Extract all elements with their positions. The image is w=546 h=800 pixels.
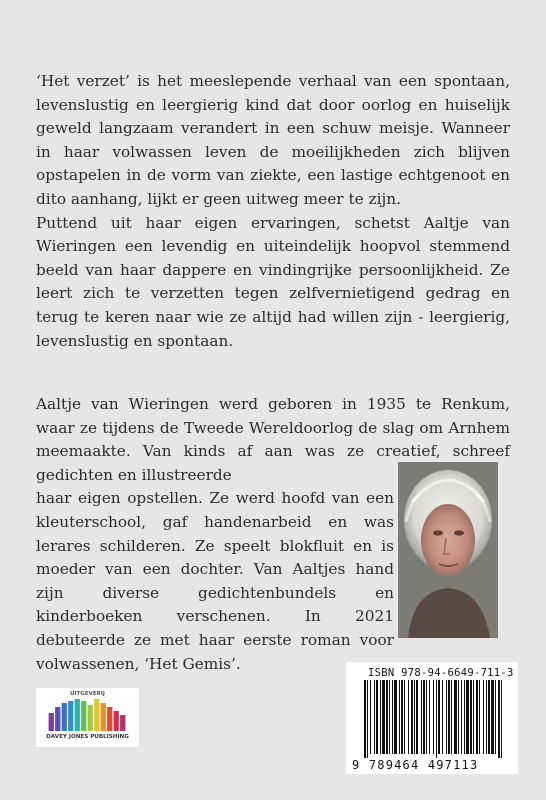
author-bio-narrow: haar eigen opstellen. Ze werd hoofd van een kleuterschool, gaf handenarbeid en was lerares schilderen. Ze speelt blokfluit en is moeder van een dochter. Van Aaltjes hand zijn diverse gedichtenbundels en kinderboeken verschenen. In 2021 debuteerde ze met haar eerste roman voor volwassenen, ‘Het Gemis’. <box>36 489 394 673</box>
barcode-bar <box>382 680 385 754</box>
barcode-bar <box>446 680 447 754</box>
barcode-bar <box>501 680 502 760</box>
barcode-image <box>360 680 514 764</box>
barcode-bar <box>364 680 366 760</box>
author-portrait <box>398 462 498 638</box>
publisher-logo-top-label: UITGEVERIJ <box>70 691 105 697</box>
publisher-name: DAVEY JONES PUBLISHING <box>46 734 129 740</box>
isbn-label: ISBN 978-94-6649-711-3 <box>368 667 514 679</box>
publisher-logo-bar <box>81 701 86 731</box>
barcode-bar <box>414 680 415 754</box>
barcode-bar <box>401 680 403 754</box>
barcode-bar <box>394 680 397 754</box>
author-portrait-image <box>398 462 498 638</box>
barcode-bar <box>389 680 390 754</box>
blurb-paragraph-1: ‘Het verzet’ is het meeslepende verhaal van een spontaan, levenslustig en leergierig kind dat door oorlog en huiselijk geweld langzaam verandert in een schuw meisje. Wanneer in haar volwassen leven de moeilijkheden zich blijven opstapelen in de vorm van ziekte, een lastige echtgenoot en dito aanhang, lijkt er geen uitweg meer te zijn. <box>36 72 510 208</box>
barcode-bar <box>374 680 375 754</box>
barcode-bar <box>470 680 472 754</box>
barcode-bar <box>386 680 388 754</box>
barcode-bar <box>436 680 437 760</box>
barcode-bar <box>421 680 422 754</box>
publisher-logo-bar <box>101 703 106 731</box>
publisher-logo-bar <box>120 715 125 731</box>
barcode-bar <box>416 680 418 754</box>
barcode-bar <box>466 680 469 754</box>
barcode-bar <box>376 680 378 754</box>
barcode-bar <box>451 680 452 754</box>
publisher-logo-bars <box>48 699 126 731</box>
barcode-bar <box>442 680 443 754</box>
barcode-bar <box>399 680 400 754</box>
barcode-bar <box>380 680 381 754</box>
barcode-bar <box>408 680 409 754</box>
publisher-logo-bar <box>107 707 112 731</box>
barcode-bar <box>433 680 434 754</box>
barcode-bar <box>473 680 474 754</box>
barcode-bar <box>479 680 480 754</box>
barcode-bar <box>411 680 413 754</box>
publisher-logo-bar <box>94 699 99 731</box>
author-bio-wide: Aaltje van Wieringen werd geboren in 1935 te Renkum, waar ze tijdens de Tweede Wereldoorlog de slag om Arnhem meemaakte. Van kinds af aan was ze creatief, schreef gedichten en illustreerde <box>36 395 510 484</box>
publisher-logo-bar <box>49 713 54 731</box>
barcode-bar <box>448 680 450 754</box>
barcode-bar <box>438 680 440 754</box>
barcode-bar <box>483 680 484 754</box>
barcode-bar <box>498 680 500 760</box>
barcode-bar <box>464 680 465 754</box>
barcode-bar <box>486 680 487 754</box>
publisher-logo-bar <box>114 711 119 731</box>
barcode-bar <box>476 680 478 754</box>
barcode-bar <box>367 680 368 760</box>
barcode-bar <box>392 680 393 754</box>
barcode-bar <box>454 680 457 754</box>
barcode-bar <box>488 680 490 754</box>
barcode-bar <box>429 680 430 754</box>
publisher-logo-bar <box>88 705 93 731</box>
publisher-logo-bar <box>68 701 73 731</box>
barcode-bar <box>370 680 371 754</box>
barcode-bar <box>423 680 425 754</box>
barcode-bar <box>404 680 405 754</box>
publisher-logo <box>36 688 139 747</box>
back-cover-blurb <box>36 70 510 353</box>
barcode-bar <box>491 680 494 754</box>
barcode-bar <box>458 680 459 754</box>
publisher-logo-bar <box>62 703 67 731</box>
barcode-bar <box>461 680 462 754</box>
publisher-logo-bar <box>75 699 80 731</box>
publisher-logo-bar <box>55 707 60 731</box>
barcode-bar <box>495 680 496 754</box>
ean-digits: 9 789464 497113 <box>352 758 518 772</box>
blurb-paragraph-2: Puttend uit haar eigen ervaringen, schetst Aaltje van Wieringen een levendig en uiteindelijk hoopvol stemmend beeld van haar dappere en vindingrijke persoonlijkheid. Ze leert zich te verzetten tegen zelfvernietigend gedrag en terug te keren naar wie ze altijd had willen zijn - leergierig, levenslustig en spontaan. <box>36 213 510 350</box>
barcode-bar <box>426 680 427 754</box>
